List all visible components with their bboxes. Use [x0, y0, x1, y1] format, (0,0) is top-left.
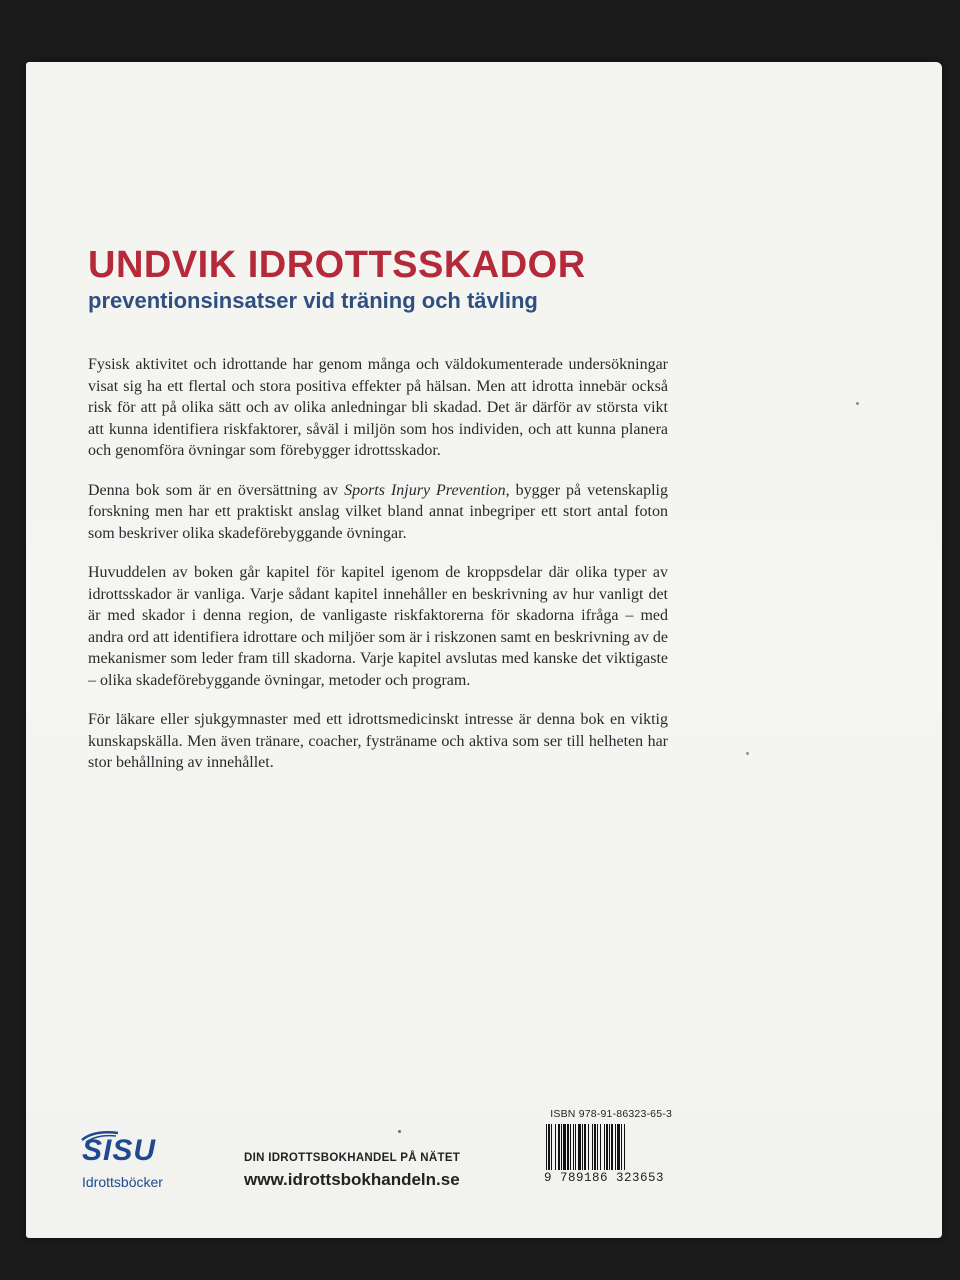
barcode-bar	[604, 1124, 605, 1170]
barcode-bar	[600, 1124, 601, 1170]
barcode-bar	[624, 1124, 625, 1170]
shop-info	[244, 1152, 460, 1190]
barcode-bar	[555, 1124, 556, 1170]
barcode-bar	[575, 1124, 576, 1170]
barcode-bar	[567, 1124, 569, 1170]
dust-speck	[856, 402, 859, 405]
blurb-paragraph-1: Fysisk aktivitet och idrottande har genom många och väldokumenterade undersökningar visat sig ha ett flertal och stora positiva effekter på hälsan. Men att idrotta innebär också risk för att på olika sätt och av olika anledningar bli skadad. Det är därför av största vikt att kunna identifiera riskfaktorer, såväl i miljön som hos individen, och att kunna planera och genomföra övningar som förebygger idrottsskador.	[88, 356, 668, 459]
shop-url: www.idrottsbokhandeln.se	[244, 1170, 460, 1189]
original-book-title: Sports Injury Prevention	[344, 481, 506, 499]
blurb-paragraph-2-start: Denna bok som är en översättning av	[88, 481, 345, 499]
blurb	[88, 354, 668, 792]
barcode-bar	[617, 1124, 620, 1170]
barcode-bar	[546, 1124, 547, 1170]
barcode-bar	[548, 1124, 550, 1170]
blurb-paragraph-2	[88, 480, 668, 545]
dust-speck	[746, 752, 749, 755]
barcode-bar	[561, 1124, 562, 1170]
book-subtitle: preventionsinsatser vid träning och tävling	[88, 288, 538, 313]
barcode-bar	[611, 1124, 613, 1170]
barcode-bar	[558, 1124, 560, 1170]
barcode-bar	[570, 1124, 571, 1170]
barcode-block	[544, 1108, 672, 1185]
barcode-bar	[588, 1124, 589, 1170]
logo-subtitle: Idrottsböcker	[82, 1174, 163, 1190]
barcode-number: 9 789186 323653	[544, 1171, 665, 1185]
barcode-bar	[609, 1124, 610, 1170]
shop-tagline: DIN IDROTTSBOKHANDEL PÅ NÄTET	[244, 1152, 461, 1164]
barcode-bar	[606, 1124, 608, 1170]
barcode-bar	[592, 1124, 593, 1170]
sisu-logo	[80, 1126, 190, 1196]
isbn-label: ISBN 978-91-86323-65-3	[550, 1108, 672, 1120]
barcode-bar	[621, 1124, 622, 1170]
barcode-bar	[584, 1124, 586, 1170]
barcode-bars	[544, 1124, 672, 1170]
dust-speck	[398, 1130, 401, 1133]
book-title: UNDVIK IDROTTSSKADOR	[88, 244, 586, 286]
barcode-bar	[573, 1124, 574, 1170]
book-back-cover	[26, 62, 942, 1238]
barcode-bar	[563, 1124, 566, 1170]
barcode-bar	[551, 1124, 552, 1170]
blurb-paragraph-2-end: , bygger på vetenskaplig forskning men har ett praktiskt anslag vilket bland annat inbegriper ett stort antal foton som beskriver olika skadeförebyggande övningar.	[88, 481, 668, 542]
barcode-bar	[594, 1124, 596, 1170]
logo-wordmark: SISU	[82, 1134, 157, 1167]
barcode-bar	[578, 1124, 581, 1170]
barcode-bar	[582, 1124, 583, 1170]
barcode-bar	[615, 1124, 616, 1170]
blurb-paragraph-3: Huvuddelen av boken går kapitel för kapitel igenom de kroppsdelar där olika typer av idrottsskador är vanliga. Varje sådant kapitel innehåller en beskrivning av hur vanligt det är med skador i denna region, de vanligaste riskfaktorerna för skadorna ifråga – med andra ord att identifiera idrottare och miljöer som är i riskzonen samt en beskrivning av de mekanismer som leder fram till skadorna. Varje kapitel avslutas med kanske det viktigaste – olika skadeförebyggande övningar, metoder och program.	[88, 564, 668, 689]
barcode-bar	[597, 1124, 598, 1170]
blurb-paragraph-4: För läkare eller sjukgymnaster med ett idrottsmedicinskt intresse är denna bok en viktig kunskapskälla. Men även tränare, coacher, fysträname och aktiva som ser till helheten har stor behållning av innehållet.	[88, 711, 668, 771]
